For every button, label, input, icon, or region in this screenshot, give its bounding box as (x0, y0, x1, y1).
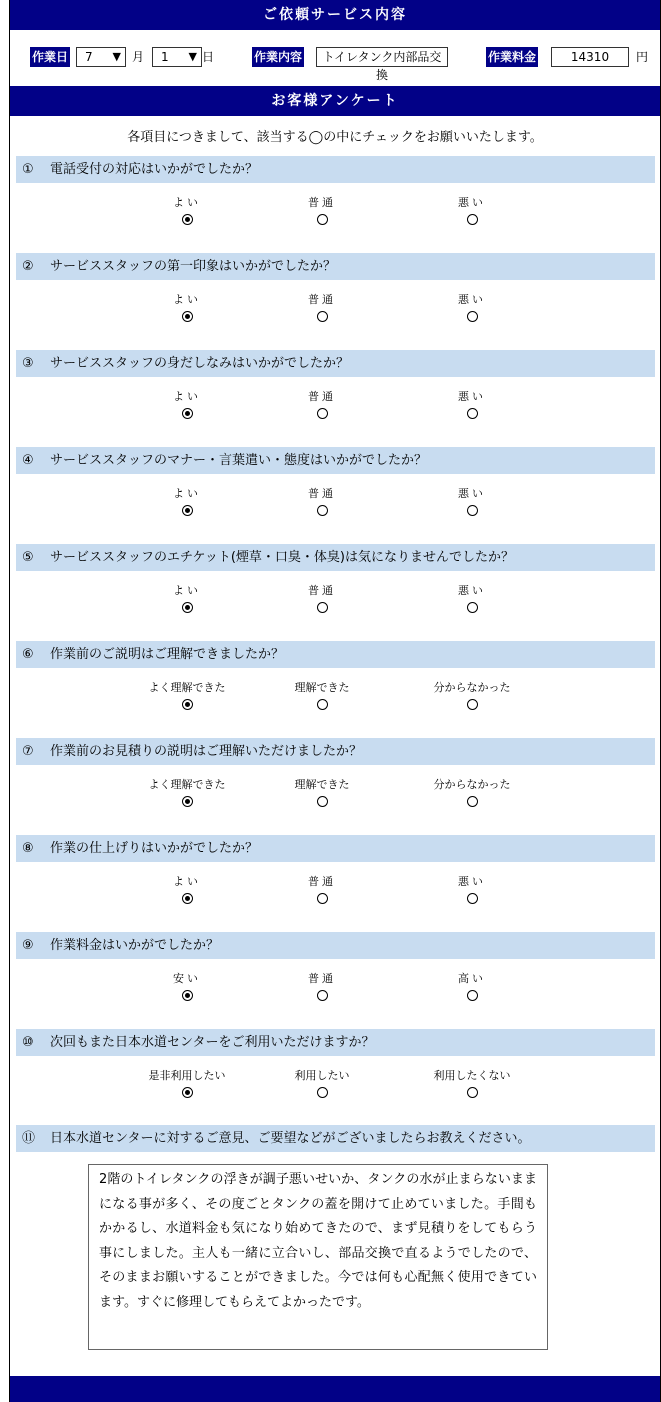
day-select[interactable] (152, 47, 202, 67)
radio-button[interactable] (467, 311, 478, 322)
option-label: 分からなかった (433, 778, 511, 791)
option-label: よい (173, 196, 201, 209)
month-value: 7 (85, 50, 93, 64)
option-label: よい (173, 390, 201, 403)
footer-bar (10, 1376, 660, 1402)
option-label: 分からなかった (433, 681, 511, 694)
option[interactable] (402, 293, 542, 326)
option-group (16, 862, 655, 932)
option-group (16, 183, 655, 253)
option[interactable] (402, 681, 542, 714)
question-2 (16, 253, 655, 350)
option-group (16, 280, 655, 350)
option[interactable] (252, 778, 392, 811)
radio-button[interactable] (317, 214, 328, 225)
option[interactable] (252, 487, 392, 520)
option-label: 理解できた (294, 681, 350, 694)
option[interactable] (117, 487, 257, 520)
question-1 (16, 156, 655, 253)
option[interactable] (252, 1069, 392, 1102)
option-group (16, 377, 655, 447)
radio-button[interactable] (182, 408, 193, 419)
question-bar (16, 1029, 655, 1056)
option[interactable] (117, 584, 257, 617)
option[interactable] (252, 390, 392, 423)
radio-button[interactable] (182, 990, 193, 1001)
question-text: サービススタッフのエチケット(煙草・口臭・体臭)は気になりませんでしたか？ (50, 550, 514, 565)
radio-button[interactable] (467, 408, 478, 419)
question-number: ③ (22, 356, 34, 371)
radio-button[interactable] (182, 796, 193, 807)
question-number: ⑦ (22, 744, 34, 759)
question-bar (16, 350, 655, 377)
option-label: 普通 (308, 875, 336, 888)
option-label: よく理解できた (148, 681, 226, 694)
question-text: サービススタッフのマナー・言葉遣い・態度はいかがでしたか？ (50, 453, 428, 468)
radio-button[interactable] (182, 505, 193, 516)
option-group (16, 668, 655, 738)
question-bar (16, 156, 655, 183)
option[interactable] (402, 778, 542, 811)
question-text: サービススタッフの第一印象はいかがでしたか？ (50, 259, 337, 274)
option-label: 普通 (308, 293, 336, 306)
chevron-down-icon: ▼ (188, 50, 197, 63)
radio-button[interactable] (467, 505, 478, 516)
question-bar (16, 253, 655, 280)
option-label: 普通 (308, 972, 336, 985)
question-number: ⑥ (22, 647, 34, 662)
comment-textarea[interactable]: 2階のトイレタンクの浮きが調子悪いせいか、タンクの水が止まらないままになる事が多く、その度ごとタンクの蓋を開けて止めていました。手間もかかるし、水道料金も気になり始めてきたので、まず見積りをしてもらう事にしました。主人も一緒に立合いし、部品交換で直るようでしたので、そのままお願いすることができました。今では何も心配無く使用できています。すぐに修理してもらえてよかったです。 (88, 1164, 548, 1350)
option-label: よい (173, 584, 201, 597)
radio-button[interactable] (182, 893, 193, 904)
service-header: ご依頼サービス内容 (10, 0, 660, 30)
radio-button[interactable] (182, 214, 193, 225)
radio-button[interactable] (467, 214, 478, 225)
option[interactable] (252, 293, 392, 326)
question-bar (16, 544, 655, 571)
option-label: 利用したくない (433, 1069, 511, 1082)
option[interactable] (117, 778, 257, 811)
option[interactable] (117, 196, 257, 229)
option-label: 悪い (458, 293, 486, 306)
work-date-label: 作業日 (30, 47, 70, 67)
option-label: 普通 (308, 390, 336, 403)
question-text: 次回もまた日本水道センターをご利用いただけますか？ (50, 1035, 375, 1050)
option[interactable] (117, 390, 257, 423)
option-group (16, 571, 655, 641)
survey-header: お客様アンケート (10, 86, 660, 116)
radio-button[interactable] (467, 699, 478, 710)
option-label: 利用したい (294, 1069, 350, 1082)
option-label: 是非利用したい (148, 1069, 226, 1082)
question-8 (16, 835, 655, 932)
radio-button[interactable] (317, 1087, 328, 1098)
option-label: 普通 (308, 584, 336, 597)
question-bar (16, 835, 655, 862)
option[interactable] (252, 972, 392, 1005)
month-select[interactable] (76, 47, 126, 67)
question-bar (16, 1125, 655, 1152)
option-label: 普通 (308, 487, 336, 500)
question-number: ① (22, 162, 34, 177)
radio-button[interactable] (467, 796, 478, 807)
option-label: よい (173, 875, 201, 888)
radio-button[interactable] (317, 699, 328, 710)
option[interactable] (252, 875, 392, 908)
option-label: よく理解できた (148, 778, 226, 791)
option[interactable] (117, 681, 257, 714)
question-bar (16, 932, 655, 959)
question-5 (16, 544, 655, 641)
radio-button[interactable] (182, 311, 193, 322)
question-text: 日本水道センターに対するご意見、ご要望などがございましたらお教えください。 (50, 1131, 531, 1146)
radio-button[interactable] (467, 602, 478, 613)
question-number: ② (22, 259, 34, 274)
option-label: よい (173, 487, 201, 500)
option-label: 高い (458, 972, 486, 985)
question-4 (16, 447, 655, 544)
question-3 (16, 350, 655, 447)
option[interactable] (402, 584, 542, 617)
option-label: 悪い (458, 875, 486, 888)
option-group (16, 1056, 655, 1126)
option[interactable] (402, 390, 542, 423)
radio-button[interactable] (467, 893, 478, 904)
option-label: 理解できた (294, 778, 350, 791)
option[interactable] (117, 293, 257, 326)
question-number: ⑨ (22, 938, 34, 953)
option-label: 悪い (458, 390, 486, 403)
survey-intro: 各項目につきまして、該当する◯の中にチェックをお願いいたします。 (127, 130, 543, 145)
option-label: 悪い (458, 584, 486, 597)
radio-button[interactable] (317, 990, 328, 1001)
radio-button[interactable] (317, 602, 328, 613)
radio-button[interactable] (317, 505, 328, 516)
radio-button[interactable] (317, 893, 328, 904)
option-group (16, 765, 655, 835)
question-7 (16, 738, 655, 835)
question-text: 作業の仕上げりはいかがでしたか？ (50, 841, 259, 856)
service-info-row (10, 44, 660, 82)
radio-button[interactable] (182, 1087, 193, 1098)
question-bar (16, 641, 655, 668)
question-6 (16, 641, 655, 738)
question-text: 作業前のお見積りの説明はご理解いただけましたか？ (50, 744, 363, 759)
option[interactable] (402, 972, 542, 1005)
question-text: 作業料金はいかがでしたか？ (50, 938, 220, 953)
question-number: ④ (22, 453, 34, 468)
question-bar (16, 738, 655, 765)
option[interactable] (117, 1069, 257, 1102)
question-number: ⑤ (22, 550, 34, 565)
radio-button[interactable] (467, 990, 478, 1001)
work-content-field[interactable]: トイレタンク内部品交換 (316, 47, 448, 67)
day-unit: 日 (202, 50, 215, 64)
question-text: 作業前のご説明はご理解できましたか？ (50, 647, 285, 662)
option-label: 普通 (308, 196, 336, 209)
question-10 (16, 1029, 655, 1126)
chevron-down-icon: ▼ (112, 50, 121, 63)
radio-button[interactable] (317, 408, 328, 419)
work-fee-label: 作業料金 (486, 47, 538, 67)
option-label: 安い (173, 972, 201, 985)
option[interactable] (402, 196, 542, 229)
month-unit: 月 (132, 50, 145, 64)
option-group (16, 474, 655, 544)
option[interactable] (117, 972, 257, 1005)
option[interactable] (252, 681, 392, 714)
option[interactable] (402, 487, 542, 520)
option-label: 悪い (458, 196, 486, 209)
radio-button[interactable] (182, 699, 193, 710)
option-label: 悪い (458, 487, 486, 500)
question-9 (16, 932, 655, 1029)
question-11 (16, 1125, 655, 1152)
survey-form (9, 0, 661, 1402)
question-number: ⑩ (22, 1035, 34, 1050)
option-group (16, 959, 655, 1029)
radio-button[interactable] (317, 311, 328, 322)
option-label: よい (173, 293, 201, 306)
work-fee-field[interactable]: 14310 (551, 47, 629, 67)
work-content-label: 作業内容 (252, 47, 304, 67)
fee-unit: 円 (636, 50, 649, 64)
radio-button[interactable] (467, 1087, 478, 1098)
question-text: 電話受付の対応はいかがでしたか？ (50, 162, 259, 177)
radio-button[interactable] (182, 602, 193, 613)
option[interactable] (252, 196, 392, 229)
option[interactable] (117, 875, 257, 908)
question-number: ⑧ (22, 841, 34, 856)
option[interactable] (402, 1069, 542, 1102)
radio-button[interactable] (317, 796, 328, 807)
day-value: 1 (161, 50, 169, 64)
option[interactable] (402, 875, 542, 908)
question-bar (16, 447, 655, 474)
question-text: サービススタッフの身だしなみはいかがでしたか？ (50, 356, 350, 371)
option[interactable] (252, 584, 392, 617)
question-number: ⑪ (22, 1131, 36, 1146)
